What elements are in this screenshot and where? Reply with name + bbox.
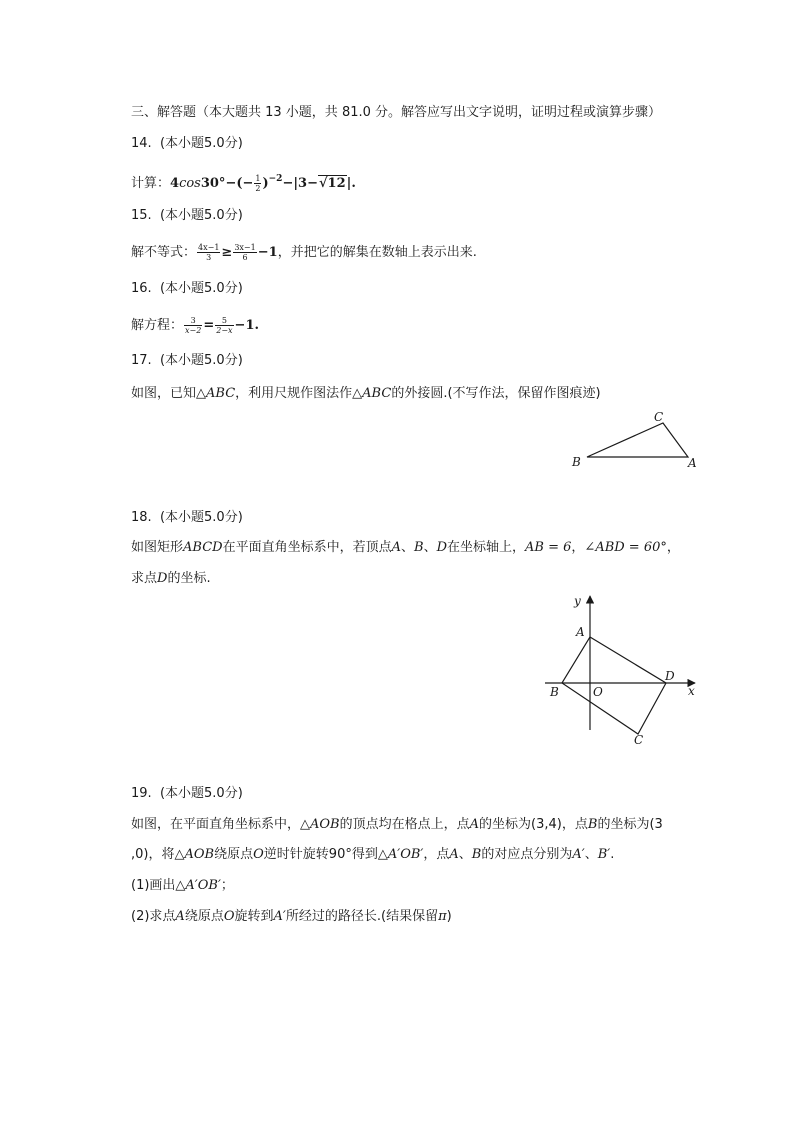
text: 、 bbox=[584, 847, 598, 862]
question-18-header bbox=[131, 509, 243, 527]
question-number: 15. bbox=[131, 208, 152, 223]
section-heading: 三、解答题（本大题共 13 小题，共 81.0 分。解答应写出文字说明，证明过程或演算步骤） bbox=[131, 105, 662, 120]
relation: = bbox=[203, 318, 215, 333]
rectangle-label: ABCD bbox=[183, 540, 223, 555]
question-number: 16. bbox=[131, 281, 152, 296]
expr-part: |. bbox=[346, 176, 356, 191]
fraction-numerator: 5 bbox=[215, 316, 233, 326]
text: 得到 bbox=[351, 847, 378, 862]
pi-symbol: π bbox=[438, 909, 447, 924]
text: ； bbox=[220, 878, 234, 893]
question-score: (本小题5.0分) bbox=[159, 353, 243, 368]
label-c: C bbox=[634, 733, 644, 747]
text: . bbox=[610, 847, 615, 862]
point-label: D bbox=[157, 571, 168, 586]
question-score: (本小题5.0分) bbox=[159, 208, 243, 223]
point-label: B bbox=[414, 540, 424, 555]
point-label: B′ bbox=[597, 847, 611, 862]
text: ， bbox=[571, 540, 585, 555]
question-14-header bbox=[131, 135, 243, 153]
fraction-denominator: 2 bbox=[255, 184, 261, 193]
text: 、 bbox=[423, 540, 437, 555]
question-16-body bbox=[131, 316, 259, 335]
triangle-label: △AOB bbox=[174, 847, 215, 862]
text: 、 bbox=[458, 847, 472, 862]
fraction-numerator: 3x−1 bbox=[234, 243, 256, 252]
question-19-line2 bbox=[131, 846, 614, 864]
expr-part: 4 bbox=[170, 176, 180, 191]
point-label: A′ bbox=[572, 847, 585, 862]
question-19-line1 bbox=[131, 816, 663, 834]
point-label: A bbox=[469, 817, 480, 832]
question-score: (本小题5.0分) bbox=[159, 281, 243, 296]
relation: ≥ bbox=[221, 245, 233, 260]
rectangle-coordinate-figure bbox=[540, 590, 710, 750]
point-label: O bbox=[253, 847, 264, 862]
rectangle-abcd bbox=[562, 637, 666, 734]
fraction-rhs bbox=[215, 316, 233, 335]
text: ) bbox=[446, 909, 452, 924]
text: 所经过的路径长.(结果保留 bbox=[285, 909, 439, 924]
question-19-sub2 bbox=[131, 908, 452, 926]
triangle-label: △AOB bbox=[300, 817, 340, 832]
triangle-label: △ABC bbox=[352, 386, 392, 401]
fraction-lhs bbox=[184, 316, 202, 335]
prompt: 解方程： bbox=[131, 318, 184, 333]
question-score: (本小题5.0分) bbox=[159, 136, 243, 151]
instruction-text: ，并把它的解集在数轴上表示出来. bbox=[277, 245, 477, 260]
question-number: 17. bbox=[131, 353, 152, 368]
question-score: (本小题5.0分) bbox=[159, 510, 243, 525]
label-c: C bbox=[654, 410, 664, 424]
expr-part: ) bbox=[262, 176, 269, 191]
text: 的外接圆.(不写作法，保留作图痕迹) bbox=[391, 386, 601, 401]
question-number: 18. bbox=[131, 510, 152, 525]
text: 如图，在平面直角坐标系中， bbox=[131, 817, 301, 832]
question-14-body bbox=[131, 170, 356, 193]
text: 旋转到 bbox=[234, 909, 274, 924]
text: (1)画出 bbox=[131, 878, 176, 893]
point-label: D bbox=[436, 540, 448, 555]
label-a: A bbox=[576, 625, 585, 639]
triangle-label: △A′OB′ bbox=[175, 878, 221, 893]
text: ,0)，将 bbox=[131, 847, 175, 862]
expr-part: −(− bbox=[225, 176, 254, 191]
text: 在平面直角坐标系中，若顶点 bbox=[222, 540, 392, 555]
text: 绕原点 bbox=[184, 909, 224, 924]
text: 绕原点 bbox=[214, 847, 254, 862]
text: 如图矩形 bbox=[131, 540, 184, 555]
text: 的顶点均在格点上，点 bbox=[339, 817, 470, 832]
label-o: O bbox=[593, 685, 603, 699]
question-15-body bbox=[131, 243, 477, 262]
point-label: A bbox=[175, 909, 185, 924]
fraction-numerator: 1 bbox=[255, 174, 261, 183]
triangle-label: △ABC bbox=[196, 386, 236, 401]
question-number: 19. bbox=[131, 786, 152, 801]
triangle-abc-figure bbox=[560, 405, 720, 475]
text: 的对应点分别为 bbox=[481, 847, 573, 862]
label-y: y bbox=[574, 594, 581, 608]
question-15-header bbox=[131, 207, 243, 225]
text: 、 bbox=[400, 540, 414, 555]
square-root: √12 bbox=[319, 176, 346, 191]
triangle-label: △A′OB′ bbox=[377, 847, 424, 862]
question-17-header bbox=[131, 352, 243, 370]
question-18-line1 bbox=[131, 539, 680, 557]
text: 的坐标为(3 bbox=[597, 817, 663, 832]
exponent: −2 bbox=[268, 174, 283, 184]
question-18-line2 bbox=[131, 570, 211, 588]
label-b: B bbox=[550, 685, 559, 699]
point-label: O bbox=[223, 909, 235, 924]
text: 如图，已知 bbox=[131, 386, 197, 401]
fraction bbox=[254, 174, 261, 193]
question-number: 14. bbox=[131, 136, 152, 151]
question-19-sub1 bbox=[131, 877, 234, 895]
expr-part: cos bbox=[179, 176, 201, 191]
question-17-body bbox=[131, 385, 601, 403]
point-label: B bbox=[471, 847, 482, 862]
label-a: A bbox=[688, 456, 697, 470]
text: 在坐标轴上， bbox=[447, 540, 526, 555]
expr-part: −|3− bbox=[282, 176, 318, 191]
equation: AB = 6 bbox=[525, 540, 572, 555]
question-score: (本小题5.0分) bbox=[159, 786, 243, 801]
question-16-header bbox=[131, 280, 243, 298]
prompt: 解不等式： bbox=[131, 245, 197, 260]
text: 求点 bbox=[131, 571, 158, 586]
fraction-rhs bbox=[233, 243, 256, 262]
expr-part: −1 bbox=[257, 245, 278, 260]
label-x: x bbox=[688, 684, 695, 698]
fraction-denominator: x−2 bbox=[185, 326, 202, 335]
fraction-denominator: 2−x bbox=[216, 326, 233, 335]
point-label: A bbox=[391, 540, 401, 555]
text: ，点 bbox=[423, 847, 450, 862]
expr-part: −1. bbox=[234, 318, 260, 333]
text: 的坐标. bbox=[167, 571, 211, 586]
triangle-abc bbox=[587, 423, 688, 457]
text: ，点 bbox=[561, 817, 588, 832]
angle-value: 90° bbox=[328, 847, 352, 862]
point-label: A bbox=[449, 847, 459, 862]
fraction-numerator: 3 bbox=[184, 316, 202, 326]
prompt: 计算： bbox=[131, 176, 171, 191]
expr-part: 30° bbox=[200, 176, 226, 191]
text: 逆时针旋转 bbox=[263, 847, 329, 862]
label-d: D bbox=[665, 669, 675, 683]
text: (2)求点 bbox=[131, 909, 176, 924]
fraction-lhs bbox=[197, 243, 220, 262]
text: 的坐标为 bbox=[479, 817, 532, 832]
fraction-denominator: 3 bbox=[206, 253, 212, 262]
fraction-numerator: 4x−1 bbox=[198, 243, 220, 252]
question-19-header bbox=[131, 785, 243, 803]
equation: ∠ABD = 60° bbox=[584, 540, 667, 555]
coordinate: (3,4) bbox=[531, 817, 562, 832]
point-label: A′ bbox=[273, 909, 286, 924]
label-b: B bbox=[572, 455, 581, 469]
fraction-denominator: 6 bbox=[242, 253, 248, 262]
point-label: B bbox=[587, 817, 598, 832]
text: ， bbox=[666, 540, 680, 555]
text: ，利用尺规作图法作 bbox=[235, 386, 353, 401]
